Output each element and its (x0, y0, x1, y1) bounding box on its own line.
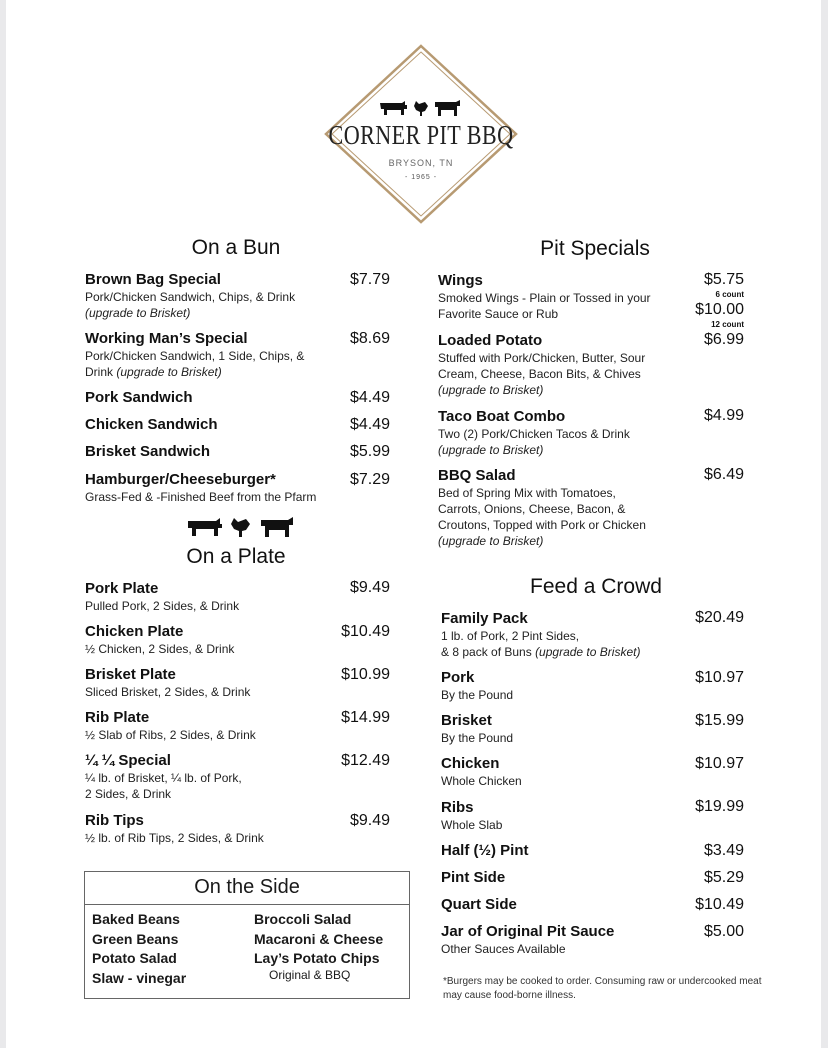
side-item: Potato Salad (92, 950, 177, 966)
item-price: $5.29 (703, 869, 744, 886)
menu-item (85, 416, 218, 434)
logo-animals-icon (378, 97, 462, 117)
side-item: Lay’s Potato Chips (254, 950, 380, 966)
item-price-alt: $10.00 (695, 301, 744, 318)
chips-flavors: Original & BBQ (269, 968, 351, 982)
menu-item (438, 332, 645, 398)
item-upgrade: (upgrade to Brisket) (535, 645, 641, 659)
item-price: $10.97 (695, 669, 744, 686)
item-name: BBQ Salad (438, 467, 516, 484)
item-price: $4.99 (703, 407, 744, 424)
item-desc: Stuffed with Pork/Chicken, Butter, Sour (438, 351, 646, 365)
item-name: Quart Side (441, 896, 517, 913)
menu-item (441, 755, 522, 789)
item-upgrade: (upgrade to Brisket) (438, 383, 544, 397)
item-desc: Pork/Chicken Sandwich, 1 Side, Chips, & (85, 349, 305, 363)
menu-item (441, 712, 513, 746)
item-desc-2: Drink (85, 365, 117, 379)
item-name: Pint Side (441, 869, 506, 886)
item-name: Ribs (441, 799, 474, 816)
item-price: $10.99 (341, 666, 390, 683)
menu-item (85, 709, 256, 743)
item-name: Rib Plate (85, 709, 150, 726)
item-name: Wings (438, 272, 483, 289)
side-item: Slaw - vinegar (92, 969, 187, 986)
price-count: 6 count (715, 290, 744, 299)
sides-box (84, 871, 410, 999)
side-item: Baked Beans (92, 911, 180, 927)
item-name: Half (½) Pint (441, 842, 529, 859)
brand-location: BRYSON, TN (388, 158, 454, 168)
item-price: $3.49 (703, 842, 744, 859)
sides-divider (85, 904, 409, 905)
menu-item (441, 869, 505, 887)
item-price: $12.49 (341, 752, 390, 769)
item-name: Pork (441, 669, 475, 686)
item-name: Pork Sandwich (85, 389, 193, 406)
heading-feed-a-crowd: Feed a Crowd (530, 575, 662, 598)
menu-item (441, 923, 614, 957)
item-desc: ¼ lb. of Brisket, ¼ lb. of Pork, (85, 771, 242, 785)
price-count: 12 count (711, 320, 744, 329)
item-desc: Whole Slab (441, 818, 503, 832)
item-desc-2: Carrots, Onions, Cheese, Bacon, & (438, 502, 626, 516)
item-desc: Grass-Fed & -Finished Beef from the Pfarm (85, 490, 317, 504)
brand-year: - 1965 - (404, 174, 438, 181)
heading-on-a-bun: On a Bun (191, 236, 281, 259)
item-upgrade: (upgrade to Brisket) (438, 534, 544, 548)
item-price: $5.00 (703, 923, 744, 940)
menu-item (438, 272, 651, 322)
menu-item (441, 842, 529, 860)
item-price: $6.99 (703, 331, 744, 348)
item-upgrade: (upgrade to Brisket) (85, 306, 191, 320)
menu-item (85, 812, 264, 846)
menu-item (85, 471, 316, 505)
menu-item (85, 666, 250, 700)
item-price: $8.69 (349, 330, 390, 347)
item-desc: By the Pound (441, 688, 514, 702)
item-name: Brisket Sandwich (85, 443, 211, 460)
item-desc: Pork/Chicken Sandwich, Chips, & Drink (85, 290, 296, 304)
item-price: $7.79 (349, 271, 390, 288)
item-desc: Bed of Spring Mix with Tomatoes, (438, 486, 616, 500)
menu-item (441, 610, 640, 660)
menu-item (438, 467, 646, 549)
menu-item (85, 752, 242, 802)
side-item: Green Beans (92, 930, 179, 947)
item-price: $10.49 (695, 896, 744, 913)
item-name: Brown Bag Special (85, 271, 221, 288)
animals-divider-icon (186, 514, 296, 538)
item-desc: Other Sauces Available (441, 942, 566, 956)
item-name: Brisket Plate (85, 666, 176, 683)
menu-item (85, 389, 193, 407)
item-desc: Pulled Pork, 2 Sides, & Drink (85, 599, 240, 613)
item-price: $20.49 (695, 609, 744, 626)
item-desc: 1 lb. of Pork, 2 Pint Sides, (441, 629, 580, 643)
item-desc-2: Cream, Cheese, Bacon Bits, & Chives (438, 367, 641, 381)
sides-left-column (92, 910, 186, 988)
item-price: $4.49 (349, 416, 390, 433)
menu-item (85, 443, 210, 461)
menu-item (85, 623, 234, 657)
menu-item (441, 799, 502, 833)
footnote: *Burgers may be cooked to order. Consuming raw or undercooked meat may cause food-borne illness. (443, 976, 762, 1001)
item-desc: ½ Chicken, 2 Sides, & Drink (85, 642, 235, 656)
menu-page (6, 0, 821, 1048)
item-price: $19.99 (695, 798, 744, 815)
item-desc: Sliced Brisket, 2 Sides, & Drink (85, 685, 251, 699)
item-upgrade: (upgrade to Brisket) (116, 365, 222, 379)
sides-right-column (254, 910, 383, 969)
item-name: Rib Tips (85, 812, 144, 829)
item-price: $4.49 (349, 389, 390, 406)
item-name: Jar of Original Pit Sauce (441, 923, 615, 940)
item-name: Chicken Sandwich (85, 416, 218, 433)
menu-item (441, 896, 517, 914)
menu-item (438, 408, 630, 458)
item-name: Pork Plate (85, 580, 159, 597)
heading-pit-specials: Pit Specials (540, 237, 650, 260)
menu-item (441, 669, 513, 703)
menu-item (85, 271, 295, 321)
item-price: $6.49 (703, 466, 744, 483)
item-desc: ½ Slab of Ribs, 2 Sides, & Drink (85, 728, 256, 742)
brand-name: CORNER PIT BBQ (328, 120, 514, 150)
item-desc: Whole Chicken (441, 774, 522, 788)
item-desc: Two (2) Pork/Chicken Tacos & Drink (438, 427, 630, 441)
item-price: $9.49 (349, 812, 390, 829)
item-name: Working Man’s Special (85, 330, 248, 347)
item-price: $10.49 (341, 623, 390, 640)
item-upgrade: (upgrade to Brisket) (438, 443, 544, 457)
item-price: $5.99 (349, 443, 390, 460)
item-name: Brisket (441, 712, 492, 729)
item-price: $9.49 (349, 579, 390, 596)
item-price: $10.97 (695, 755, 744, 772)
item-name: Taco Boat Combo (438, 408, 566, 425)
heading-on-the-side: On the Side (194, 876, 300, 898)
item-name: Chicken (441, 755, 500, 772)
item-price: $15.99 (695, 712, 744, 729)
item-desc: ½ lb. of Rib Tips, 2 Sides, & Drink (85, 831, 264, 845)
heading-on-a-plate: On a Plate (186, 545, 286, 568)
item-desc-3: Croutons, Topped with Pork or Chicken (438, 518, 646, 532)
item-desc-2: & 8 pack of Buns (441, 645, 536, 659)
item-name: Chicken Plate (85, 623, 184, 640)
item-price: $14.99 (341, 709, 390, 726)
menu-item (85, 580, 239, 614)
item-price: $7.29 (349, 471, 390, 488)
item-desc: Smoked Wings - Plain or Tossed in your (438, 291, 651, 305)
item-desc: By the Pound (441, 731, 514, 745)
item-desc-2: Favorite Sauce or Rub (438, 307, 559, 321)
menu-item (85, 330, 304, 380)
item-name: Hamburger/Cheeseburger* (85, 471, 276, 488)
side-item: Macaroni & Cheese (254, 930, 384, 947)
side-item: Broccoli Salad (254, 911, 352, 927)
item-name: ¼ ¼ Special (85, 752, 171, 769)
item-name: Family Pack (441, 610, 528, 627)
item-price: $5.75 (703, 271, 744, 288)
item-desc-2: 2 Sides, & Drink (85, 787, 172, 801)
item-name: Loaded Potato (438, 332, 543, 349)
